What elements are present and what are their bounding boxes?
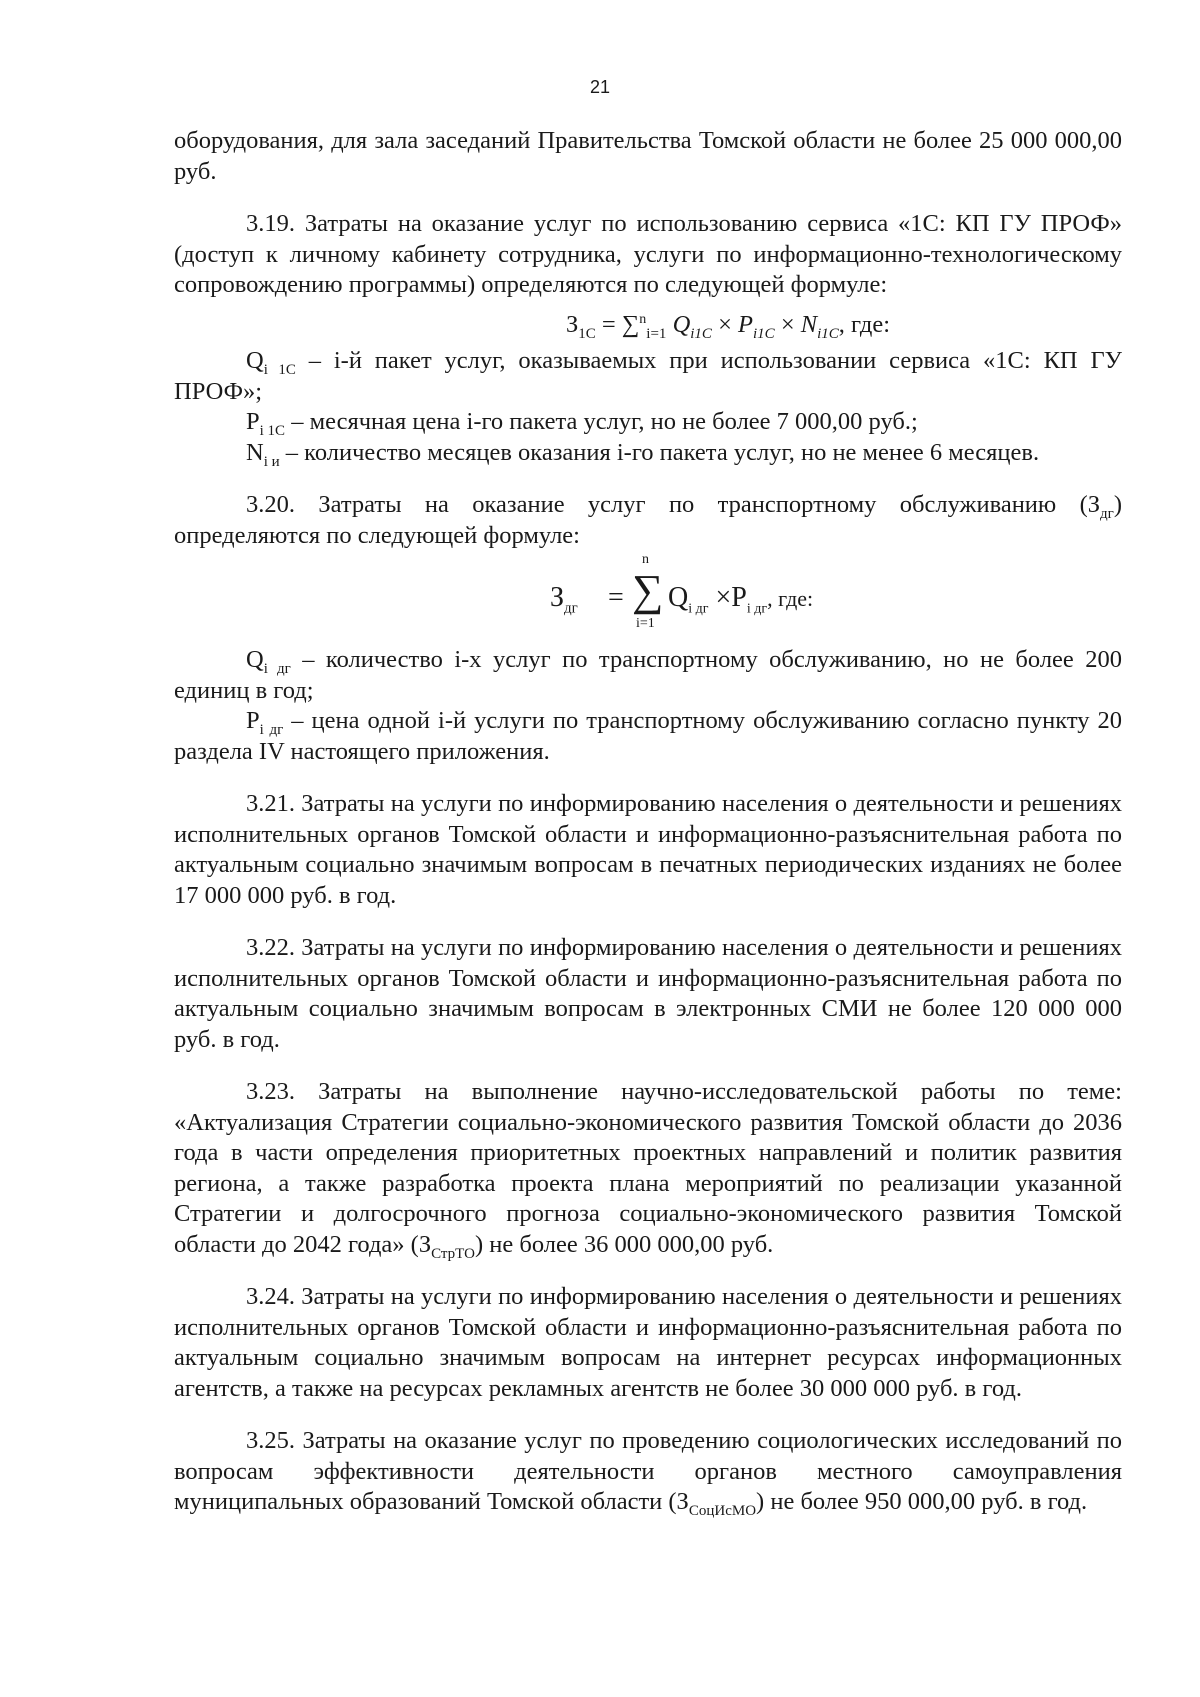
continuation-paragraph: оборудования, для зала заседаний Правительства Томской области не более 25 000 000,00 руб.: [174, 127, 1122, 185]
paragraph-3-20: 3.20. Затраты на оказание услуг по транспортному обслуживанию $(З_{дг})$ определяются по следующей формуле:: [174, 491, 1122, 549]
sum-symbol: ∑: [632, 566, 664, 616]
formula-dg: $З_{дг}$ = n ∑ i=1 $Q_{i дг} \times P_{i дг}$, где:: [550, 552, 814, 632]
paragraph-3-25: 3.25. Затраты на оказание услуг по проведению социологических исследований по вопросам эффективности деятельности органов местного самоуправления муниципальных образований Томской области $(З_{СоцИсМО})$ не более 950 000,00 руб. в год.: [174, 1427, 1122, 1520]
definition-p-1c: $P_{i 1С}$ – месячная цена i-го пакета услуг, но не более 7 000,00 руб.;: [246, 408, 918, 440]
definition-p-dg: $P_{i дг}$ – цена одной i-й услуги по транспортному обслуживанию согласно пункту 20 раздела IV настоящего приложения.: [174, 707, 1123, 765]
paragraph-3-24: 3.24. Затраты на услуги по информированию населения о деятельности и решениях исполнительных органов Томской области и информационно-разъяснительная работа по актуальным социально значимым вопросам на интернет ресурсах информационных агентств, а также на ресурсах рекламных агентств не более 30 000 000 руб. в год.: [174, 1283, 1122, 1402]
paragraph-3-22: 3.22. Затраты на услуги по информированию населения о деятельности и решениях исполнительных органов Томской области и информационно-разъяснительная работа по актуальным социально значимым вопросам в электронных СМИ не более 120 000 000 руб. в год.: [174, 934, 1122, 1053]
definition-q-dg: $Q_{i дг}$ – количество i-х услуг по транспортному обслуживанию, но не более 200 единиц в год;: [174, 646, 1123, 704]
definition-q-1c: $Q_{i 1С} - i-й$ пакет услуг, оказываемых при использовании сервиса «1С: КП ГУ ПРОФ»;: [174, 347, 1122, 405]
paragraph-3-23: 3.23. Затраты на выполнение научно-исследовательской работы по теме: «Актуализация Стратегии социально-экономического развития Томской области до 2036 года в части определения приоритетных проектных направлений и политик развития региона, а также разработка проекта плана мероприятий по реализации указанной Стратегии и долгосрочного прогноза социально-экономического развития Томской области до 2042 года» $(З_{СтрТО})$ не более 36 000 000,00 руб.: [174, 1078, 1122, 1262]
definition-n-1c: $N_{i и}$ – количество месяцев оказания i-го пакета услуг, но не менее 6 месяцев.: [246, 438, 1040, 470]
formula-1c: $З_{1С} = \sum^n_{i=1}$ $Q_{i1C} \times P_{i1C} \times N_{i1C}$, где:: [565, 310, 891, 342]
page-content: [174, 126, 1122, 1518]
paragraph-3-21: 3.21. Затраты на услуги по информированию населения о деятельности и решениях исполнительных органов Томской области и информационно-разъяснительная работа по актуальным социально значимым вопросам в печатных периодических изданиях не более 17 000 000 руб. в год.: [174, 790, 1122, 909]
paragraph-3-19: 3.19. Затраты на оказание услуг по использованию сервиса «1С: КП ГУ ПРОФ» (доступ к личному кабинету сотрудника, услуги по информационно-технологическому сопровождению программы) определяются по следующей формуле:: [174, 210, 1122, 298]
page-number: 21: [589, 77, 611, 97]
